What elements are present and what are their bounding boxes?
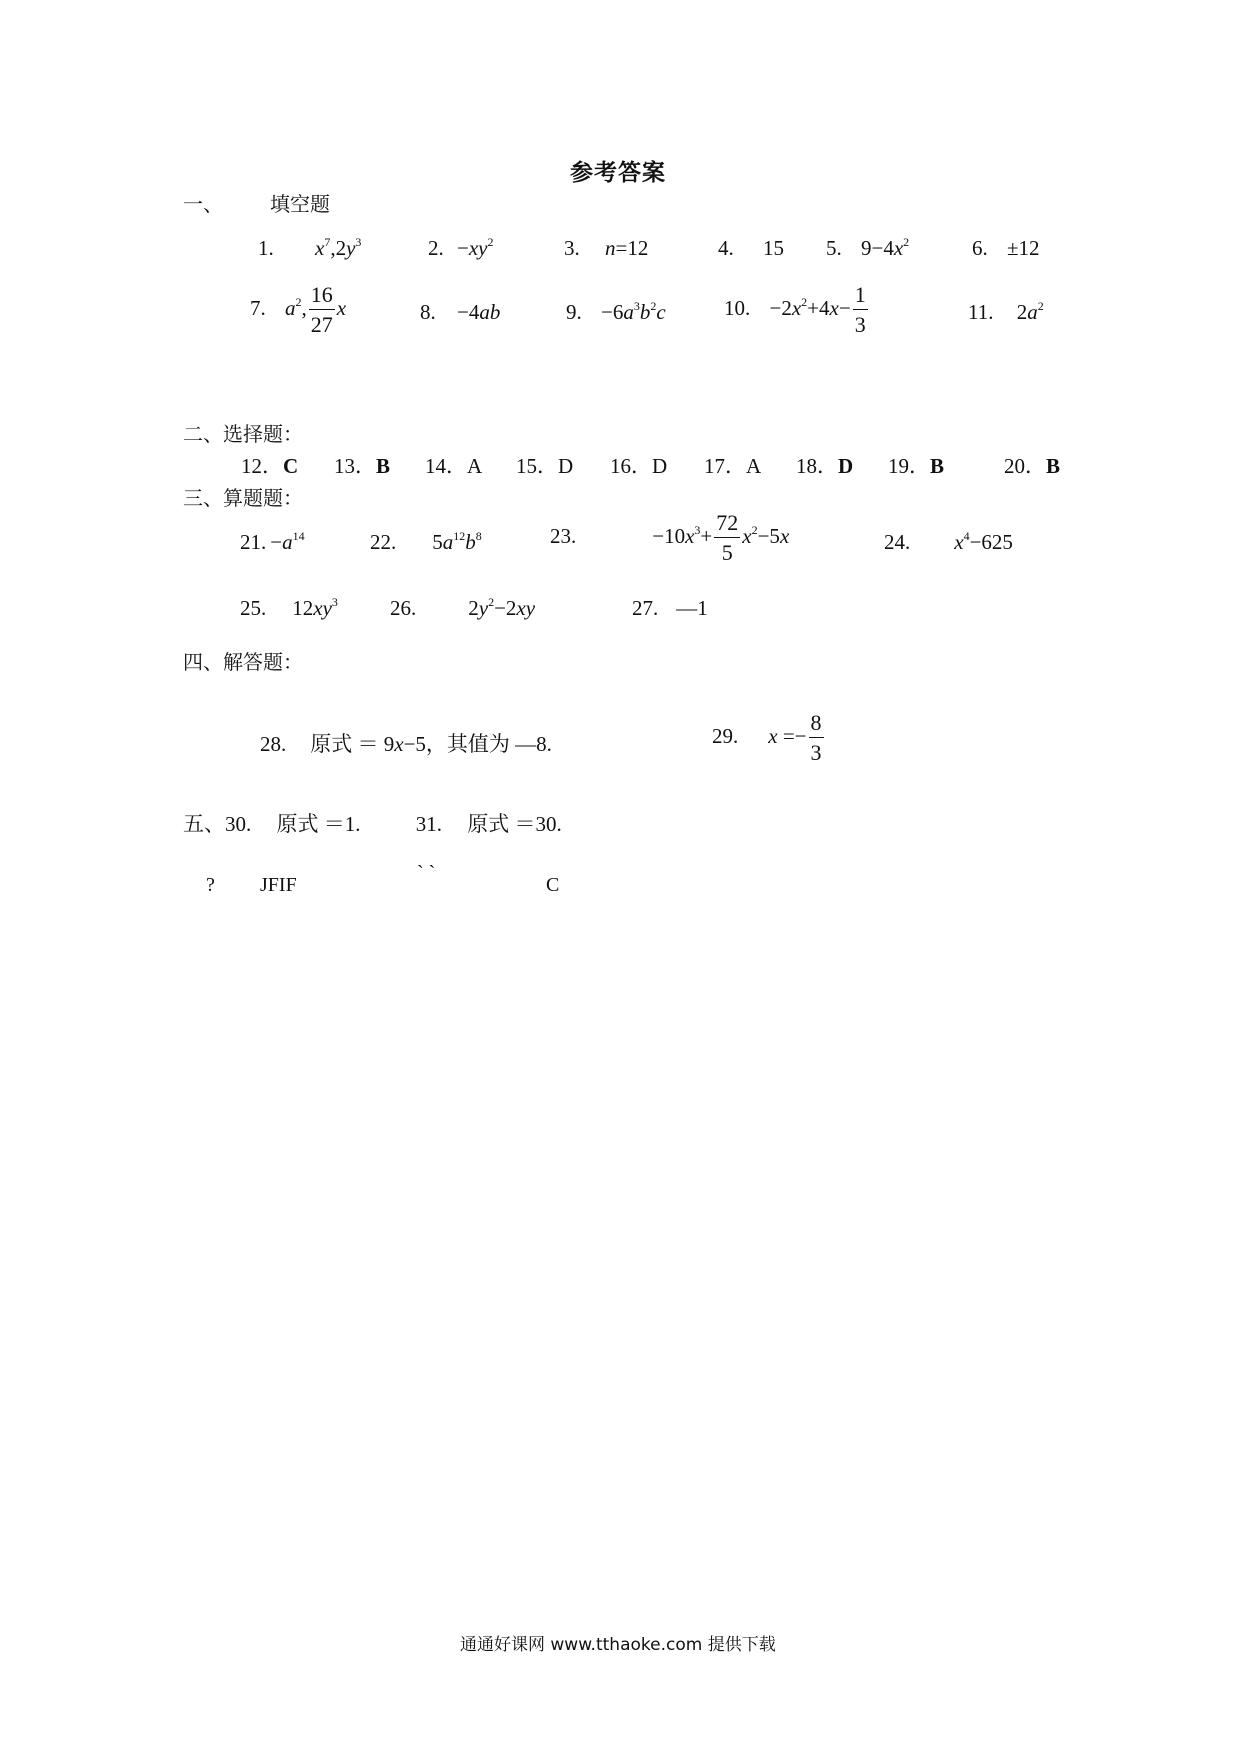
fraction-1-3: $\frac{1}{3}$ bbox=[854, 282, 866, 337]
answer-7: 7. $a^2$, $\frac{16}{27}$ x bbox=[250, 282, 347, 337]
choice-15: 15．D bbox=[516, 454, 574, 478]
answer-8: 8. −4ab bbox=[420, 300, 501, 324]
fraction-8-3: $\frac{8}{3}$ bbox=[810, 710, 822, 765]
calc-25: 25. $12xy^3$ bbox=[240, 595, 338, 620]
page-footer: 通通好课网 www.tthaoke.com 提供下载 bbox=[460, 1635, 776, 1655]
artifact-c: C bbox=[546, 874, 560, 896]
choice-17: 17．A bbox=[704, 454, 762, 478]
fraction-16-27: $\frac{16}{27}$ bbox=[310, 282, 333, 337]
artifact-question-mark: ? bbox=[206, 874, 215, 896]
fraction-72-5: $\frac{72}{5}$ bbox=[716, 510, 739, 565]
answer-10: 10. $-2x^2+4x-$ $\frac{1}{3}$ bbox=[724, 282, 866, 337]
answer-2: 2. $-xy^2$ bbox=[428, 235, 494, 260]
calc-26: 26. $2y^2-2xy$ bbox=[390, 595, 536, 620]
artifact-jfif: JFIF bbox=[260, 874, 297, 896]
section-3-label: 三、算题题： bbox=[183, 486, 303, 510]
answer-11: 11. $2a^2$ bbox=[968, 299, 1044, 324]
calc-27: 27. —1 bbox=[632, 596, 708, 620]
choice-16: 16．D bbox=[610, 454, 668, 478]
answer-5: 5. $9-4x^2$ bbox=[826, 235, 910, 260]
section-1-name: 填空题 bbox=[270, 192, 330, 216]
section-1-label: 一、 bbox=[183, 192, 223, 216]
choice-13: 13．B bbox=[334, 454, 391, 478]
answer-6: 6. ±12 bbox=[972, 236, 1040, 260]
section-2-label: 二、选择题： bbox=[183, 422, 303, 446]
calc-23: 23. $-10x^3+$ $\frac{72}{5}$ $x^2-5x$ bbox=[550, 510, 790, 565]
choice-12: 12．C bbox=[241, 454, 299, 478]
artifact-ticks: ` ` bbox=[417, 862, 436, 884]
answer-3: 3. n=12 bbox=[564, 236, 649, 260]
choice-14: 14．A bbox=[425, 454, 483, 478]
choice-20: 20．B bbox=[1004, 454, 1061, 478]
answer-9: 9. $-6a^3b^2c$ bbox=[566, 299, 666, 324]
calc-21: 21. $-a^{14}$ bbox=[240, 529, 305, 554]
choice-18: 18．D bbox=[796, 454, 854, 478]
section-4-label: 四、解答题： bbox=[183, 650, 303, 674]
answer-1: 1. $x^7,2y^3$ bbox=[258, 235, 362, 260]
calc-22: 22. $5a^{12}b^8$ bbox=[370, 529, 482, 554]
calc-24: 24. $x^4-625$ bbox=[884, 529, 1013, 554]
choice-19: 19．B bbox=[888, 454, 945, 478]
page-title: 参考答案 bbox=[570, 160, 666, 186]
answer-4: 4. 15 bbox=[718, 236, 784, 260]
solve-28: 28. 原式 ＝ 9x−5，其值为 —8. bbox=[260, 732, 552, 756]
part-5: 五、30. 原式 ＝1. 31. 原式 ＝30. bbox=[183, 812, 562, 836]
solve-29: 29. x =− $\frac{8}{3}$ bbox=[712, 710, 822, 765]
